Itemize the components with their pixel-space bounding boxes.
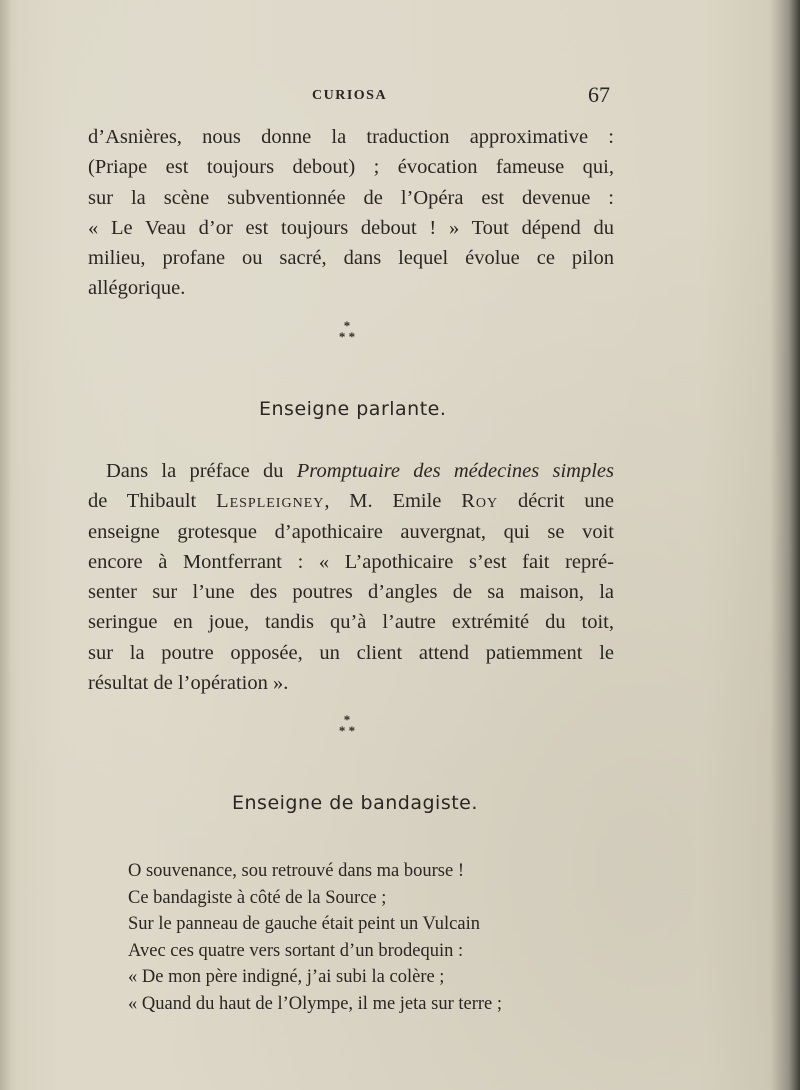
paragraph-continued	[88, 122, 614, 304]
asterism-top: *	[343, 712, 351, 727]
page-header	[0, 82, 800, 112]
verse-line: Ce bandagiste à côté de la Source ;	[128, 887, 387, 908]
text-line: enseigne grotesque d’apothicaire auvergnat, qui se voit	[88, 520, 614, 543]
verse-line: O souvenance, sou retrouvé dans ma bourse !	[128, 861, 464, 881]
text-line: encore à Montferrant : « L’apothicaire s’est fait repré-	[88, 550, 614, 573]
verse-line: Avec ces quatre vers sortant d’un brodequin :	[128, 940, 464, 961]
text-line: résultat de l’opération ».	[88, 672, 289, 695]
section-asterism	[322, 320, 372, 342]
author-name: Lespleigney	[216, 490, 325, 513]
asterism-bottom: * *	[338, 723, 356, 738]
text-line: sur la poutre opposée, un client attend patiemment le	[88, 641, 614, 664]
asterism-top: *	[343, 318, 351, 333]
text-line: (Priape est toujours debout) ; évocation fameuse qui,	[88, 156, 614, 179]
page-edge-shadow	[790, 0, 800, 1090]
running-head: CURIOSA	[312, 88, 388, 103]
text-run: de Thibault	[88, 490, 217, 513]
verse-line: Sur le panneau de gauche était peint un Vulcain	[128, 914, 480, 934]
text-line: d’Asnières, nous donne la traduction approximative :	[88, 126, 614, 148]
text-line: allégorique.	[88, 277, 186, 300]
section-asterism	[322, 714, 372, 736]
text-line: « Le Veau d’or est toujours debout ! » Tout dépend du	[88, 216, 614, 239]
paragraph-enseigne-parlante	[88, 456, 614, 698]
text-line: senter sur l’une des poutres d’angles de sa maison, la	[88, 581, 614, 604]
page-number: 67	[588, 82, 610, 107]
verse-block	[128, 858, 502, 1017]
text-line	[88, 486, 614, 516]
section-heading: Enseigne de bandagiste.	[232, 792, 478, 814]
text-line: milieu, profane ou sacré, dans lequel évolue ce pilon	[88, 247, 614, 270]
page-gutter	[0, 0, 10, 1090]
verse-line: « Quand du haut de l’Olympe, il me jeta sur terre ;	[128, 993, 503, 1014]
verse-line: « De mon père indigné, j’ai subi la colère ;	[128, 967, 445, 987]
text-run: Dans la préface du	[106, 460, 297, 482]
author-name: Roy	[461, 490, 499, 513]
text-run: , M. Emile	[324, 490, 462, 513]
asterism-bottom: * *	[338, 329, 356, 344]
section-heading: Enseigne parlante.	[259, 398, 447, 420]
text-run: décrit une	[498, 490, 615, 513]
text-line	[88, 456, 614, 486]
text-line: sur la scène subventionnée de l’Opéra est devenue :	[88, 186, 614, 209]
text-line: seringue en joue, tandis qu’à l’autre extrémité du toit,	[88, 611, 614, 634]
book-title: Promptuaire des médecines simples	[296, 460, 614, 482]
